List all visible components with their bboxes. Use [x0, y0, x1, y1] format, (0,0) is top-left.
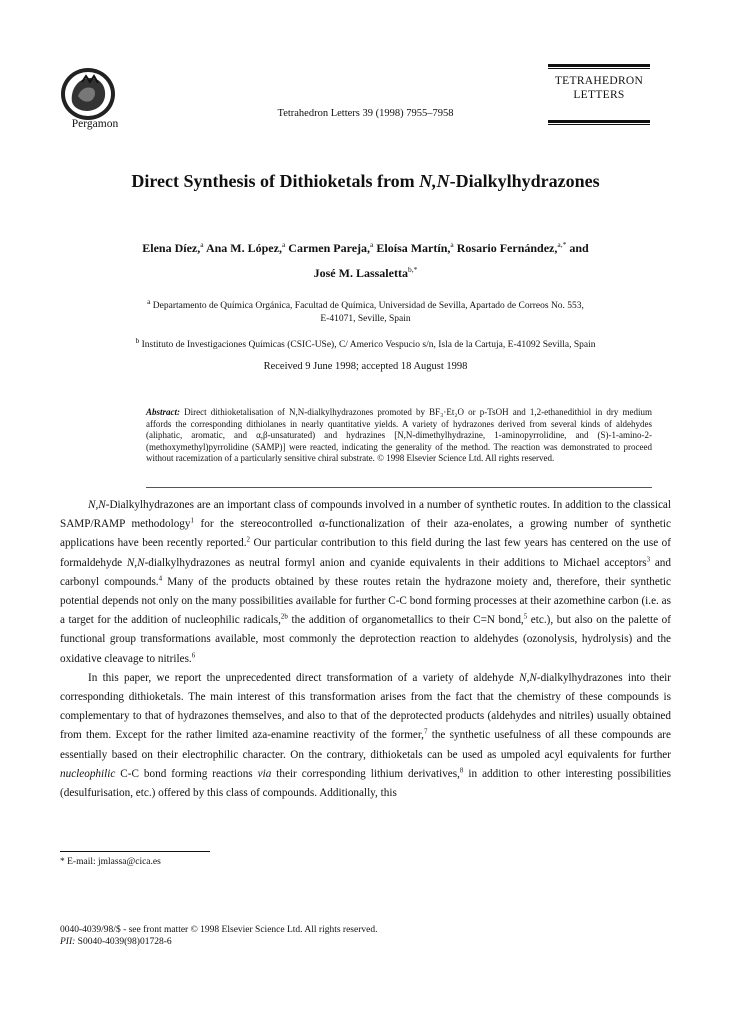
body-text-run: In this paper, we report the unprecedented direct transformation of a variety of aldehyde: [88, 671, 520, 684]
abstract-label: Abstract:: [146, 407, 181, 417]
citation-mark: 5: [523, 612, 528, 621]
pii-value: S0040-4039(98)01728-6: [75, 937, 172, 947]
affil-b-text: Instituto de Investigaciones Químicas (CSIC-USe), C/ Americo Vespucio s/n, Isla de la Cartuja, E-41092 Sevilla, Spain: [141, 340, 596, 351]
title-italic: N,N: [419, 171, 450, 191]
author: Ana M. López,: [205, 241, 282, 255]
author-line-2: [60, 259, 671, 284]
author: José M. Lassaletta: [313, 266, 408, 280]
brand-line-1: TETRAHEDRON: [554, 75, 644, 87]
citation-mark: 2b: [280, 612, 288, 621]
affil-mark-a: a: [147, 297, 151, 306]
author: Elena Díez,: [142, 241, 201, 255]
body-text-run: for the stereocontrolled α-functionalization of their aza-enolates, a growing number of synthetic applications have been recently reported.: [60, 518, 671, 550]
body-text-run: and carbonyl compounds.: [60, 556, 671, 588]
author-line-1: [60, 234, 671, 259]
citation-mark: 6: [191, 650, 196, 659]
brand-line-2: LETTERS: [573, 89, 625, 101]
title-end: -Dialkylhydrazones: [449, 171, 600, 191]
footnote-divider: [60, 851, 210, 852]
body-text-run: Many of the products obtained by these routes retain the hydrazone moiety and, therefore, their synthetic potential depends not only on the many possibilities available for further C-C bond forming processes at their azomethine carbon (i.e. as a target for the addition of nucleophilic radicals,: [60, 575, 671, 627]
italic-text: N,N: [519, 671, 537, 684]
author-list: [60, 234, 671, 284]
author-affil-mark: a: [200, 240, 204, 249]
author-affil-mark: a: [370, 240, 374, 249]
journal-reference: Tetrahedron Letters 39 (1998) 7955–7958: [277, 108, 454, 119]
citation-mark: 2: [246, 535, 251, 544]
body-text-run: Our particular contribution to this field during the last few years has centered on the use of formaldehyde: [60, 537, 672, 569]
pii-label: PII:: [60, 937, 76, 947]
abstract: [146, 407, 652, 465]
body-text-run: C-C bond forming reactions: [115, 767, 258, 780]
citation-mark: 4: [158, 574, 163, 583]
italic-text: via: [257, 767, 272, 780]
abstract-copyright: © 1998 Elsevier Science Ltd. All rights reserved.: [377, 453, 555, 463]
received-dates: Received 9 June 1998; accepted 18 August 1998: [263, 361, 468, 372]
author-affil-mark: a: [281, 240, 286, 249]
article-body: [60, 496, 671, 803]
body-text-run: -dialkylhydrazones as neutral formyl anion and cyanide equivalents in their additions to Michael acceptors: [144, 556, 647, 569]
citation-mark: 3: [646, 554, 651, 563]
brand-rule-top: [548, 64, 650, 67]
author: Rosario Fernández,: [456, 241, 558, 255]
copyright-line: 0040-4039/98/$ - see front matter © 1998 Elsevier Science Ltd. All rights reserved.: [60, 925, 378, 935]
abstract-text: Direct dithioketalisation of N,N-dialkylhydrazones promoted by BF₃·Et₂O or p-TsOH and 1,2-ethanedithiol in dry medium affords the corresponding dithiolanes in nearly quantitative yields. A variety of hydrazones derived from several kinds of aldehydes (aliphatic, aromatic, and α,β-unsaturated) and hydrazines [N,N-dimethylhydrazine, 1-aminopyrrolidine, and (S)-1-amino-2-(methoxymethyl)pyrrolidine (SAMP)] were reacted, indicating the generality of the method. The reaction was demonstrated to proceed without racemization of a particularly sensitive chiral substrate.: [146, 407, 652, 463]
body-text-run: -dialkylhydrazones into their corresponding dithioketals. The main interest of this transformation arises from the fact that the chemistry of these compounds is complementary to that of hydrazones themselves, and also to that of the deprotected products (aldehydes and nitriles) usually obtained from them. Except for the rather limited aza-enamine reactivity of the former,: [60, 671, 671, 742]
affil-a-line-1: Departamento de Química Orgánica, Facultad de Química, Universidad de Sevilla, Apartado de Correos No. 553,: [152, 301, 584, 312]
author-affil-mark: a,*: [557, 240, 567, 249]
italic-text: nucleophilic: [60, 767, 116, 780]
affil-a-line-2: E-41071, Seville, Spain: [320, 314, 411, 325]
body-paragraph-1: [60, 496, 671, 669]
author-affil-mark: a: [450, 240, 454, 249]
body-paragraph-2: [60, 669, 671, 803]
body-text-run: their corresponding lithium derivatives,: [271, 767, 460, 780]
body-text-run: -Dialkylhydrazones are an important class of compounds involved in a number of synthetic routes. In addition to the classical SAMP/RAMP methodology: [60, 499, 671, 531]
author: Eloísa Martín,: [376, 241, 451, 255]
affil-mark-b: b: [135, 336, 140, 345]
pii-line: [60, 936, 377, 948]
article-title: [0, 171, 731, 192]
citation-mark: 7: [423, 727, 428, 736]
front-matter-copyright: [60, 924, 377, 948]
brand-rule-bottom: [548, 120, 650, 123]
author: Carmen Pareja,: [288, 241, 371, 255]
brand-rule-bottom-thin: [548, 124, 650, 125]
body-text-run: in addition to other interesting possibilities (desulfurisation, etc.) offered by this class of compounds. Additionally, this: [60, 767, 672, 800]
affiliation-a: [60, 295, 671, 326]
body-text-run: etc.), but also on the palette of functional group transformations available, most commonly the deprotection reaction to aldehydes (ozonolysis, hydrolysis) and the oxidative cleavage to nitriles.: [60, 614, 671, 665]
author-affil-mark: b,*: [407, 265, 418, 274]
citation-mark: 1: [190, 516, 194, 525]
body-text-run: the addition of organometallics to their C=N bond,: [287, 614, 524, 627]
body-text-run: the synthetic usefulness of all these compounds are essentially based on their electrophilic character. On the contrary, dithioketals can be used as umpoled acyl equivalents for further: [60, 729, 671, 761]
citation-mark: 8: [459, 766, 464, 775]
italic-text: N,N: [88, 499, 106, 511]
abstract-divider: [146, 487, 652, 488]
affiliation-b: [60, 334, 671, 352]
title-main: Direct Synthesis of Dithioketals from: [131, 171, 420, 191]
publisher-name: Pergamon: [71, 118, 119, 130]
journal-brand: [548, 64, 650, 125]
brand-rule-top-thin: [548, 68, 650, 69]
footnote-email: * E-mail: jmlassa@cica.es: [60, 857, 161, 867]
italic-text: N,N: [126, 556, 145, 569]
author-conjunction: and: [569, 241, 589, 255]
